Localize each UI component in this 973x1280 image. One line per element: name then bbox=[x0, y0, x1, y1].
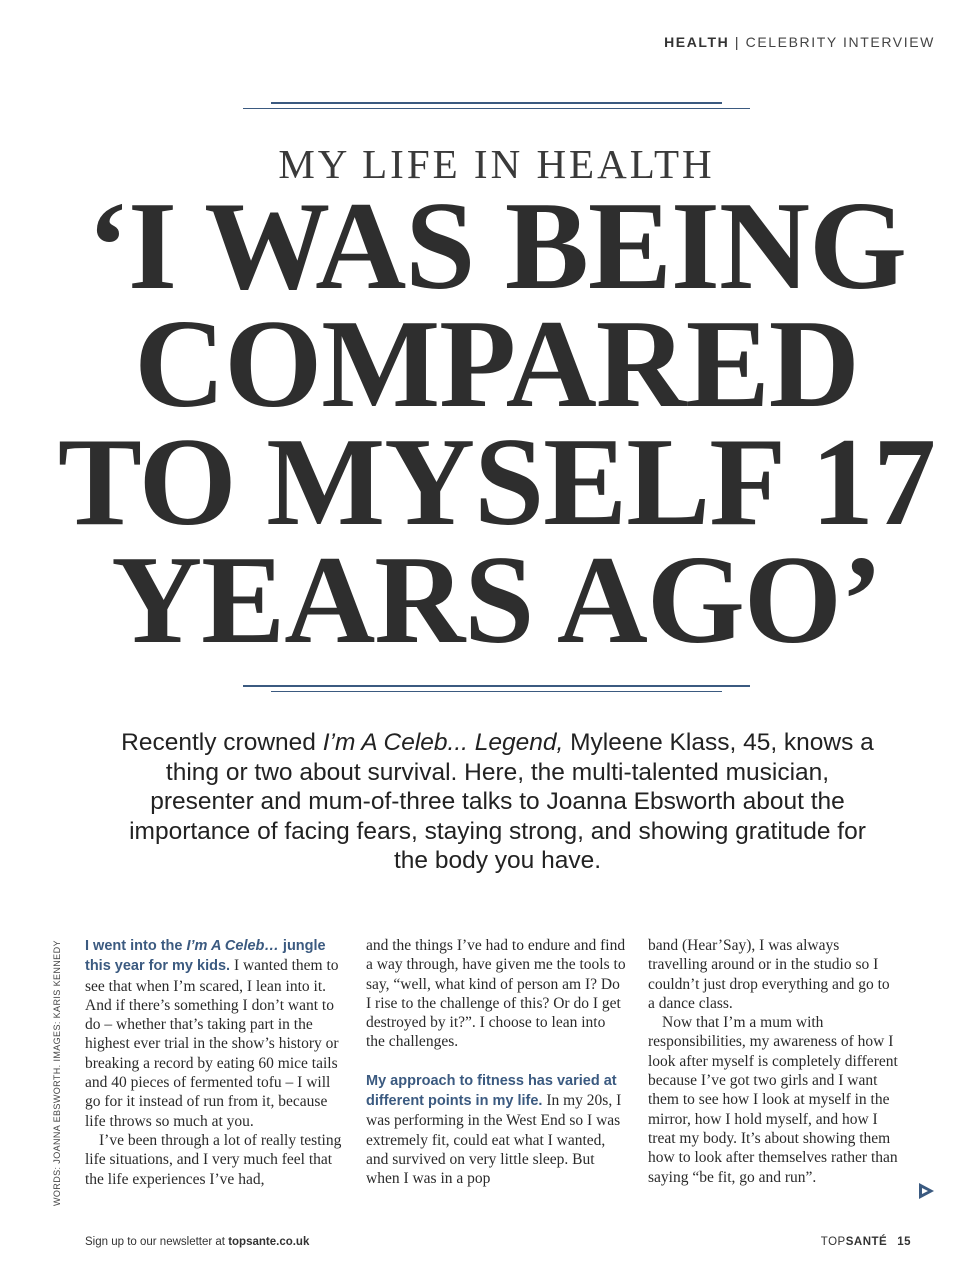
header-separator: | bbox=[729, 34, 746, 50]
folio bbox=[821, 1236, 911, 1248]
headline-line: TO MYSELF 17 bbox=[57, 413, 936, 552]
lead-in: My approach to fitness has varied at different points in my life. bbox=[366, 1072, 617, 1110]
headline bbox=[0, 177, 973, 670]
standfirst bbox=[120, 728, 875, 876]
paragraph: My approach to fitness has varied at different points in my life. In my 20s, I was performing in the West End so I was extremely fit, could eat what I wanted, and survived on very little sleep. But when I was in a pop bbox=[366, 1072, 622, 1188]
body-column-1 bbox=[85, 936, 347, 1189]
top-divider bbox=[243, 102, 750, 109]
bottom-divider bbox=[243, 685, 750, 692]
paragraph: I’ve been through a lot of really testing life situations, and I very much feel that the life experiences I’ve had, bbox=[85, 1131, 342, 1188]
lead-in: I went into the I’m A Celeb… jungle this year for my kids. bbox=[85, 938, 326, 975]
paragraph: band (Hear’Say), I was always travelling around or in the studio so I couldn’t just drop everything and go to a dance class. bbox=[648, 937, 890, 1012]
show-title: I’m A Celeb... Legend, bbox=[322, 729, 564, 756]
page-number: 15 bbox=[897, 1236, 911, 1248]
newsletter-footer bbox=[85, 1236, 309, 1248]
section-label: HEALTH bbox=[664, 34, 730, 50]
headline-line: COMPARED bbox=[134, 295, 859, 434]
magazine-name-bold: SANTÉ bbox=[845, 1236, 888, 1248]
body-column-3 bbox=[648, 936, 898, 1187]
paragraph: and the things I’ve had to endure and find a way through, have given me the tools to say, “well, what kind of person am I? Do I rise to the challenge of this? Or do I get destroyed by it?”. I choose to lean into the challenges. bbox=[366, 937, 626, 1051]
headline-line: ‘I WAS BEING bbox=[87, 177, 906, 316]
standfirst-text: Recently crowned bbox=[121, 729, 323, 756]
body-column-2 bbox=[366, 936, 628, 1189]
magazine-name: TOP bbox=[820, 1236, 846, 1248]
standfirst-text: Myleene Klass, 45, knows a thing or two about survival. Here, the multi-talented musician, presenter and mum-of-three talks to Joanna Ebsworth about the importance of facing fears, staying strong, and showing gratitude for the body you have. bbox=[129, 729, 874, 874]
photo-credit: WORDS: JOANNA EBSWORTH. IMAGES: KARIS KENNEDY bbox=[52, 940, 62, 1206]
paragraph: I went into the I’m A Celeb… jungle this year for my kids. I wanted them to see that when I’m scared, I lean into it. And if there’s something I don’t want to do – whether that’s taking part in the highest ever trial in the show’s history or breaking a record by eating 60 mice tails and 40 pieces of fermented tofu – I will go for it instead of run from it, because life throws so much at you. bbox=[85, 938, 339, 1130]
kicker: MY LIFE IN HEALTH bbox=[278, 141, 715, 187]
arrow-continue-icon bbox=[915, 1180, 937, 1202]
newsletter-link[interactable]: topsante.co.uk bbox=[228, 1236, 310, 1248]
footer-text: Sign up to our newsletter at bbox=[85, 1236, 229, 1248]
paragraph: Now that I’m a mum with responsibilities, my awareness of how I look after myself is completely different because I’ve got two girls and I want them to see how I look at myself in the mirror, how I hold myself, and how I treat my body. It’s about showing them how to look after themselves rather than saying “be fit, go and run”. bbox=[648, 1014, 898, 1186]
headline-line: YEARS AGO’ bbox=[111, 531, 882, 670]
subsection-label: CELEBRITY INTERVIEW bbox=[745, 34, 935, 50]
section-header bbox=[664, 34, 935, 50]
